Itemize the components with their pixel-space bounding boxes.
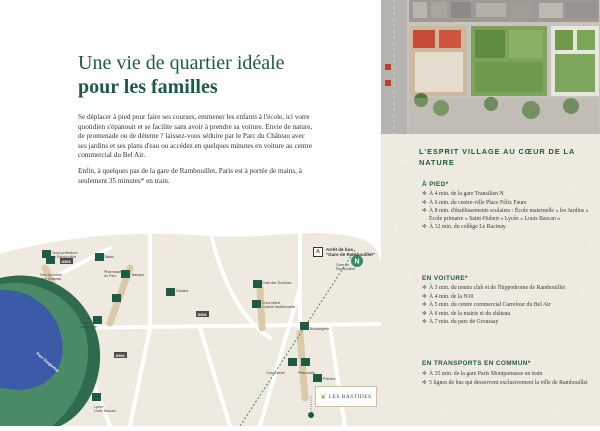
svg-text:Gare de: Gare de (336, 263, 349, 267)
road-label: D906 (115, 353, 125, 358)
star-icon: ✲ (422, 199, 427, 206)
svg-text:Pharmacie: Pharmacie (104, 270, 122, 274)
star-icon: ✲ (422, 379, 427, 386)
section-title-car: EN VOITURE* (422, 275, 468, 282)
svg-text:Louis Bascan: Louis Bascan (94, 409, 116, 413)
list-item: ✲ À 4 min. de la gare Transilien N (422, 191, 504, 197)
svg-text:Charcuterie: Charcuterie (266, 371, 285, 375)
star-icon: ✲ (422, 208, 427, 215)
star-icon: ✲ (422, 191, 427, 197)
svg-text:Rambouillet: Rambouillet (336, 267, 355, 271)
intro-text (78, 113, 313, 192)
star-icon: ✲ (422, 310, 427, 317)
star-icon: ✲ (422, 319, 427, 326)
star-icon: ✲ (422, 224, 427, 231)
svg-text:Banque: Banque (132, 273, 145, 277)
bus-stop-label (313, 247, 375, 258)
list-item: ✲ À 8 min. d'établissements scolaires : École maternelle « les Jardins » École primaire « Saint-Hubert » Lycée « Louis Bascan » (422, 208, 589, 222)
car-list (422, 285, 594, 328)
road-label: D906 (61, 259, 71, 264)
walk-list (422, 191, 594, 233)
star-icon: ✲ (422, 293, 427, 300)
list-item: ✲ À 35 min. de la gare Paris Montparnasse en train (422, 371, 543, 377)
section-title-walk: À PIED* (422, 181, 449, 188)
svg-text:Cantine: Cantine (176, 289, 189, 293)
list-item: ✲ À 12 min. du collège Le Racinay (422, 224, 506, 231)
page-title (78, 52, 348, 99)
svg-text:Café des Tivolines: Café des Tivolines (262, 281, 292, 285)
svg-text:Tabac: Tabac (104, 255, 114, 259)
svg-text:Lycée: Lycée (94, 405, 104, 409)
title-line-1: Une vie de quartier idéale (78, 52, 285, 74)
aerial-view-image (381, 0, 600, 134)
list-item: ✲ À 6 min. de la mairie et du château (422, 310, 511, 317)
leaf-icon: ❦ (320, 392, 327, 401)
intro-paragraph-2: Enfin, à quelques pas de la gare de Rambouillet, Paris est à portée de mains, à seulement 35 minutes* en train. (78, 166, 302, 185)
list-item: ✲ 5 lignes de bus qui desservent exclusivement la ville de Rambouillet (422, 379, 588, 386)
list-item: ✲ À 5 min. du centre commercial Carrefour du Bel Air (422, 302, 551, 309)
svg-text:Primeur: Primeur (323, 377, 336, 381)
brand-name: LES BASTIDES (328, 393, 372, 400)
svg-text:Boulangerie: Boulangerie (310, 327, 330, 331)
section-title-transit: EN TRANSPORTS EN COMMUN* (422, 360, 531, 367)
bus-stop-line2: "Gare de Rambouillet" (326, 252, 376, 258)
list-item: ✲ À 7 min. du parc de Groussay (422, 319, 499, 326)
svg-text:du Parc: du Parc (104, 274, 117, 278)
bus-stop-line1: Arrêt de bus (326, 247, 354, 252)
brand-logo (315, 386, 377, 407)
transit-list (422, 371, 594, 388)
list-item: ✲ À 6 min. du centre-ville Place Félix Faure (422, 199, 527, 206)
title-line-2: pour les familles (78, 76, 218, 98)
svg-text:Ecole: Ecole (80, 321, 89, 325)
svg-text:Pharmacie: Pharmacie (298, 371, 316, 375)
panel-title: L'ESPRIT VILLAGE AU CŒUR DE LA NATURE (419, 147, 575, 167)
road-label: D906 (197, 312, 207, 317)
svg-text:Vers la mairie: Vers la mairie (40, 273, 62, 277)
svg-text:Chez Marie: Chez Marie (262, 301, 281, 305)
bus-stop-icon: A (313, 247, 323, 257)
star-icon: ✲ (422, 302, 427, 309)
intro-paragraph-1: Se déplacer à pied pour faire ses courses, emmener les enfants à l'école, ici votre quotidien s'épanouit et se facilite sans avoir à prendre sa voiture. Envie de nature, de promenade ou de détente ? laissez-vous séduire par le Parc du Château avec ses jardins et ses plans d'eau ou accédez en quelques minutes en voiture au centre commercial du Bel Air. (78, 113, 313, 160)
svg-text:N: N (354, 258, 360, 266)
svg-text:Sous-préfecture: Sous-préfecture (52, 251, 78, 255)
svg-text:maternelle: maternelle (80, 325, 97, 329)
star-icon: ✲ (422, 285, 427, 291)
svg-text:Parc Gargantua: Parc Gargantua (35, 351, 60, 373)
info-panel (381, 134, 600, 426)
svg-text:et le Château: et le Château (40, 277, 62, 281)
list-item: ✲ À 3 min. du tennis club et de l'hippodrome de Rambouillet (422, 285, 566, 291)
svg-text:de Rambouillet: de Rambouillet (52, 255, 76, 259)
star-icon: ✲ (422, 371, 427, 377)
list-item: ✲ À 4 min. de la N10 (422, 293, 474, 300)
svg-text:Cuisine traditionnelle: Cuisine traditionnelle (262, 305, 296, 309)
